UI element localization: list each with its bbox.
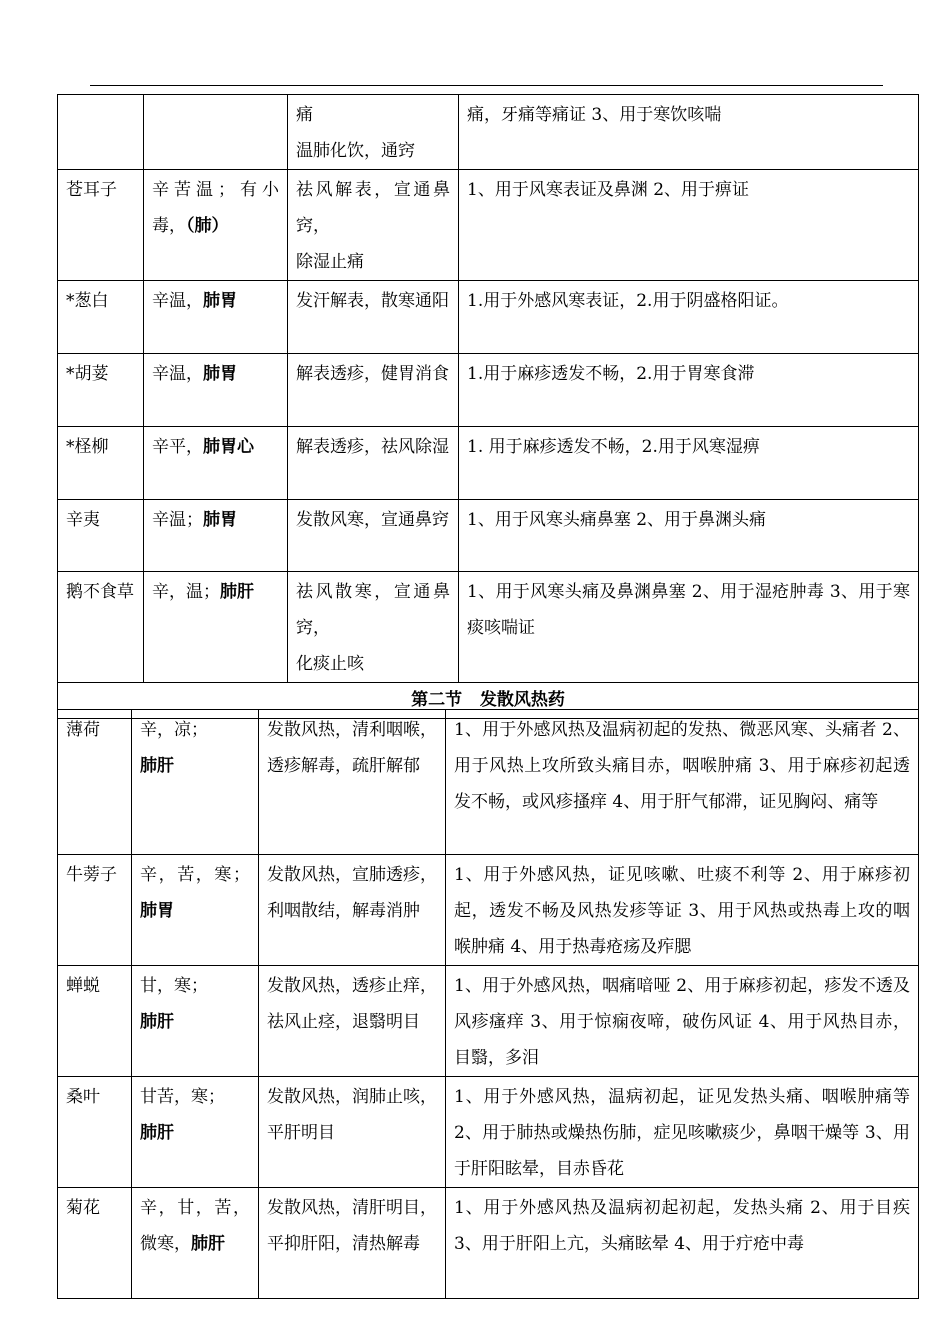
herb-nature: 辛温，肺胃 [144,281,288,354]
herb-name: 苍耳子 [58,170,144,281]
herb-nature: 辛，凉； 肺肝 [132,710,259,855]
herb-uses: 1、用于风寒表证及鼻渊 2、用于痹证 [459,170,919,281]
herb-uses: 1.用于麻疹透发不畅，2.用于胃寒食滞 [459,354,919,427]
herb-function: 发汗解表，散寒通阳 [288,281,459,354]
herb-name: 鹅不食草 [58,572,144,683]
herb-function: 解表透疹，健胃消食 [288,354,459,427]
herb-nature: 辛温；肺胃 [144,500,288,572]
table-row [58,500,919,572]
table-row [58,170,919,281]
table-row [58,95,919,170]
herb-function: 发散风热，润肺止咳，平肝明目 [259,1077,446,1188]
table-row [58,1077,919,1188]
herb-nature: 辛，苦，寒；肺胃 [132,855,259,966]
herb-uses: 1、用于外感风热，咽痛喑哑 2、用于麻疹初起，疹发不透及风疹瘙痒 3、用于惊痫夜啼，破伤风证 4、用于风热目赤，目翳，多泪 [446,966,919,1077]
herb-uses: 痛，牙痛等痛证 3、用于寒饮咳喘 [459,95,919,170]
herb-nature: 甘，寒； 肺肝 [132,966,259,1077]
section-title: 发散风热药 [479,690,565,710]
herb-name [58,95,144,170]
herb-nature: 辛苦温；有小毒，（肺） [144,170,288,281]
table-row [58,855,919,966]
herb-uses: 1.用于外感风寒表证，2.用于阴盛格阳证。 [459,281,919,354]
herb-function: 祛风散寒，宣通鼻窍， 化痰止咳 [288,572,459,683]
herb-function: 发散风寒，宣通鼻窍 [288,500,459,572]
herb-name: 蝉蜕 [58,966,132,1077]
herb-name: 辛夷 [58,500,144,572]
table-row [58,1188,919,1299]
herb-function: 祛风解表，宣通鼻窍， 除湿止痛 [288,170,459,281]
table-row [58,572,919,683]
herb-table-wind-heat [57,709,919,1299]
table-row [58,427,919,500]
herb-name: 桑叶 [58,1077,132,1188]
herb-nature: 甘苦，寒； 肺肝 [132,1077,259,1188]
table-row [58,710,919,855]
herb-function: 痛 温肺化饮，通窍 [288,95,459,170]
herb-function: 发散风热，清利咽喉，透疹解毒，疏肝解郁 [259,710,446,855]
herb-name: 菊花 [58,1188,132,1299]
herb-nature: 辛，温；肺肝 [144,572,288,683]
herb-uses: 1、用于风寒头痛及鼻渊鼻塞 2、用于湿疮肿毒 3、用于寒痰咳喘证 [459,572,919,683]
herb-function: 解表透疹，祛风除湿 [288,427,459,500]
herb-nature [144,95,288,170]
header-rule [90,85,883,86]
section-number: 第二节 [411,690,463,710]
herb-nature: 辛温，肺胃 [144,354,288,427]
herb-nature: 辛，甘，苦，微寒，肺肝 [132,1188,259,1299]
herb-uses: 1、用于外感风热及温病初起的发热、微恶风寒、头痛者 2、用于风热上攻所致头痛目赤，咽喉肿痛 3、用于麻疹初起透发不畅，或风疹搔痒 4、用于肝气郁滞，证见胸闷、痛等 [446,710,919,855]
herb-uses: 1、用于外感风热，温病初起，证见发热头痛、咽喉肿痛等 2、用于肺热或燥热伤肺，症见咳嗽痰少，鼻咽干燥等 3、用于肝阳眩晕，目赤昏花 [446,1077,919,1188]
herb-table-wind-cold [57,94,919,719]
table-row [58,354,919,427]
herb-function: 发散风热，宣肺透疹，利咽散结，解毒消肿 [259,855,446,966]
herb-function: 发散风热，透疹止痒，祛风止痉，退翳明目 [259,966,446,1077]
herb-name: *柽柳 [58,427,144,500]
herb-function: 发散风热，清肝明目，平抑肝阳，清热解毒 [259,1188,446,1299]
herb-name: 牛蒡子 [58,855,132,966]
herb-name: *葱白 [58,281,144,354]
herb-uses: 1、用于外感风热，证见咳嗽、吐痰不利等 2、用于麻疹初起，透发不畅及风热发疹等证 3、用于风热或热毒上攻的咽喉肿痛 4、用于热毒疮疡及痄腮 [446,855,919,966]
herb-name: 薄荷 [58,710,132,855]
herb-uses: 1、用于风寒头痛鼻塞 2、用于鼻渊头痛 [459,500,919,572]
table-row [58,281,919,354]
herb-uses: 1、用于外感风热及温病初起初起，发热头痛 2、用于目疾 3、用于肝阳上亢，头痛眩晕 4、用于疔疮中毒 [446,1188,919,1299]
herb-uses: 1. 用于麻疹透发不畅，2.用于风寒湿痹 [459,427,919,500]
herb-name: *胡荽 [58,354,144,427]
table-row [58,966,919,1077]
herb-nature: 辛平，肺胃心 [144,427,288,500]
